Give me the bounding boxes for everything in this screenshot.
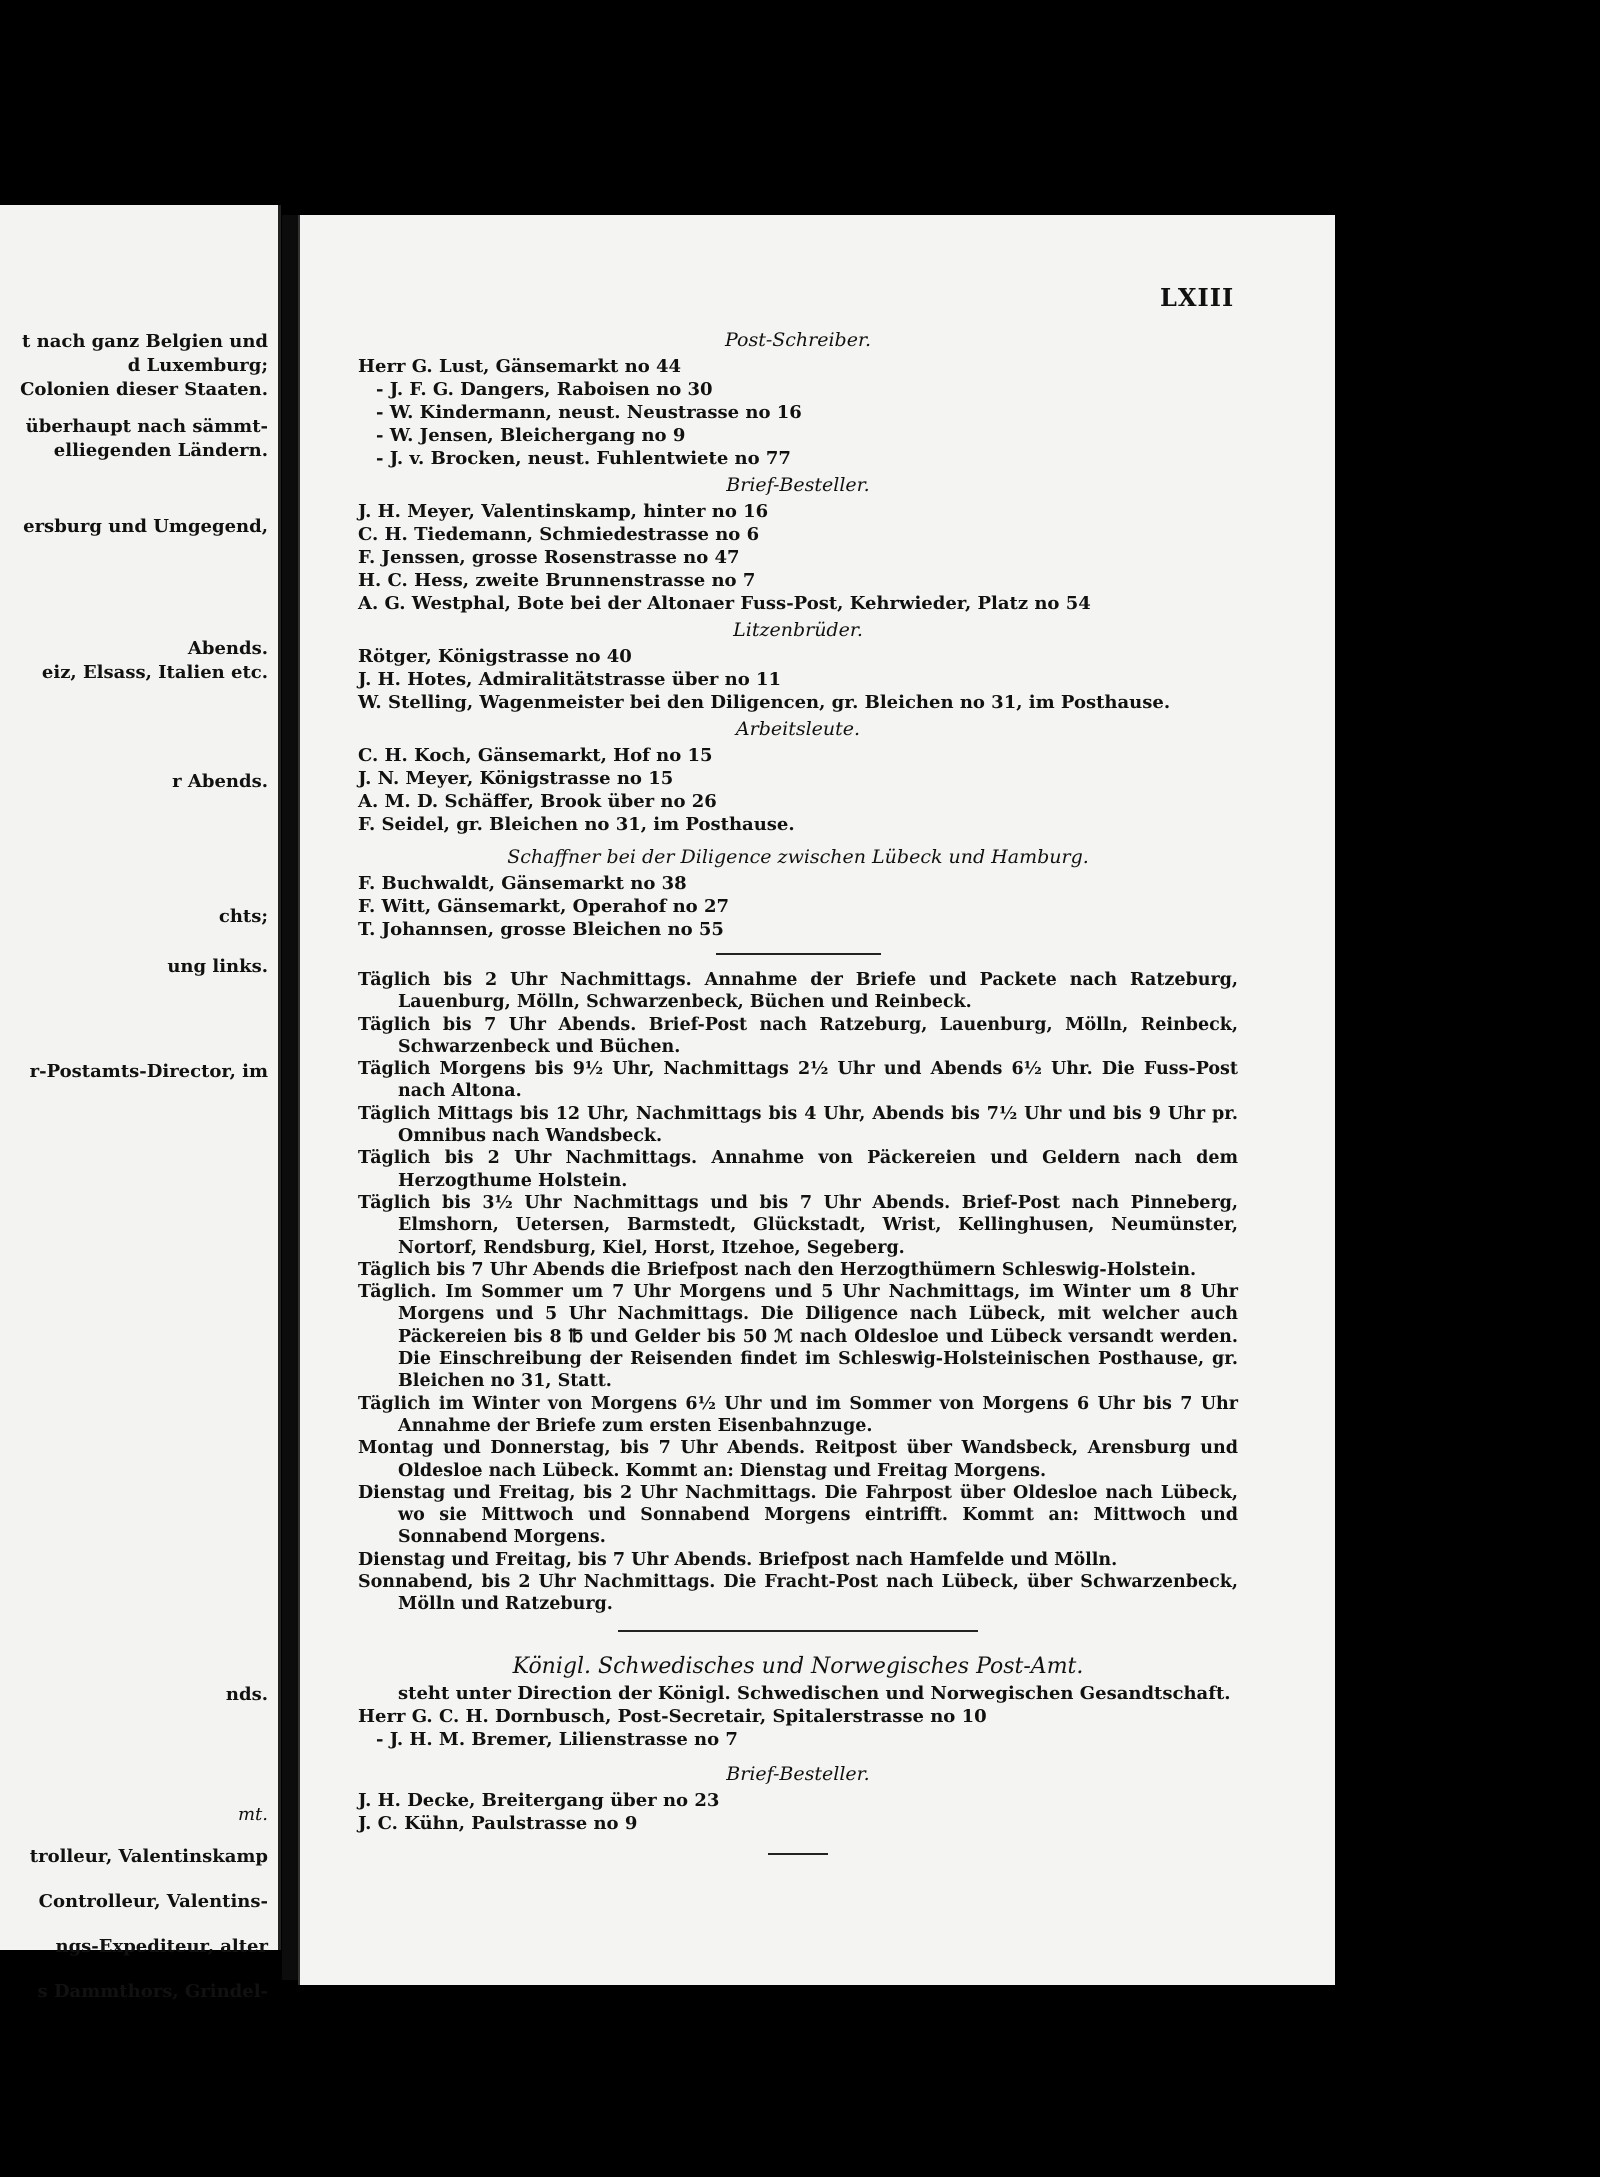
right-page: [300, 215, 1335, 1985]
staff-entry: F. Seidel, gr. Bleichen no 31, im Posthause.: [358, 814, 795, 835]
book-gutter: [282, 215, 300, 1980]
section-heading: Post-Schreiber.: [725, 329, 871, 351]
left-page-line: r-Postamts-Director, im: [29, 1061, 268, 1082]
section-heading: Brief-Besteller.: [726, 1762, 870, 1785]
staff-entry: - J. F. G. Dangers, Raboisen no 30: [376, 379, 713, 400]
left-page-line: r Abends.: [172, 771, 268, 792]
left-page-line: t nach ganz Belgien und: [22, 331, 268, 352]
left-page-line: ersburg und Umgegend,: [23, 516, 268, 537]
section-divider: [716, 953, 881, 955]
staff-entry: J. H. Meyer, Valentinskamp, hinter no 16: [358, 501, 769, 522]
left-page-line: trolleur, Valentinskamp: [29, 1846, 268, 1867]
section-heading: Königl. Schwedisches und Norwegisches Post-Amt.: [512, 1653, 1084, 1679]
left-page-line: überhaupt nach sämmt-: [25, 416, 268, 437]
page-number: LXIII: [1160, 283, 1235, 312]
left-page: [0, 205, 281, 2002]
staff-entry: C. H. Tiedemann, Schmiedestrasse no 6: [358, 524, 760, 545]
staff-entry: - W. Jensen, Bleichergang no 9: [376, 425, 686, 446]
page-content: [358, 325, 1238, 1869]
left-page-line: Abends.: [187, 638, 268, 659]
left-page-line: chts;: [218, 906, 268, 927]
schedule-item: Täglich Mittags bis 12 Uhr, Nachmittags bis 4 Uhr, Abends bis 7½ Uhr und bis 9 Uhr pr. Omnibus nach Wandsbeck.: [358, 1103, 1238, 1147]
left-page-line: Controlleur, Valentins-: [38, 1891, 268, 1912]
left-page-line: ngs-Expediteur, alter: [55, 1936, 268, 1957]
staff-entry: Herr G. C. H. Dornbusch, Post-Secretair, Spitalerstrasse no 10: [358, 1705, 987, 1727]
staff-entry: H. C. Hess, zweite Brunnenstrasse no 7: [358, 570, 756, 591]
staff-entry: F. Witt, Gänsemarkt, Operahof no 27: [358, 896, 729, 917]
left-page-line: mt.: [237, 1804, 268, 1825]
left-page-line: s Dammthors, Grindel-: [37, 1981, 268, 2002]
staff-entry: A. G. Westphal, Bote bei der Altonaer Fuss-Post, Kehrwieder, Platz no 54: [358, 593, 1091, 614]
section-heading: Litzenbrüder.: [733, 619, 863, 641]
staff-entry: - J. v. Brocken, neust. Fuhlentwiete no 77: [376, 448, 791, 469]
staff-entry: A. M. D. Schäffer, Brook über no 26: [358, 791, 717, 812]
section-heading: Schaffner bei der Diligence zwischen Lübeck und Hamburg.: [507, 846, 1089, 868]
staff-entry: Rötger, Königstrasse no 40: [358, 646, 632, 667]
staff-entry: J. C. Kühn, Paulstrasse no 9: [358, 1812, 638, 1834]
left-page-line: ung links.: [167, 956, 268, 977]
staff-entry: Herr G. Lust, Gänsemarkt no 44: [358, 356, 682, 377]
left-page-line: Colonien dieser Staaten.: [20, 379, 268, 400]
staff-entry: J. N. Meyer, Königstrasse no 15: [358, 768, 674, 789]
staff-entry: - J. H. M. Bremer, Lilienstrasse no 7: [376, 1728, 738, 1750]
schedule-item: Dienstag und Freitag, bis 2 Uhr Nachmittags. Die Fahrpost über Oldesloe nach Lübeck, wo sie Mittwoch und Sonnabend Morgens eintrifft. Kommt an: Mittwoch und Sonnabend Morgens.: [358, 1482, 1238, 1548]
staff-entry: T. Johannsen, grosse Bleichen no 55: [358, 919, 724, 940]
staff-entry: steht unter Direction der Königl. Schwedischen und Norwegischen Gesandtschaft.: [398, 1682, 1231, 1704]
staff-entry: J. H. Hotes, Admiralitätstrasse über no 11: [358, 669, 782, 690]
left-page-line: eiz, Elsass, Italien etc.: [41, 662, 268, 683]
section-heading: Arbeitsleute.: [735, 718, 861, 740]
schedule-item: Dienstag und Freitag, bis 7 Uhr Abends. Briefpost nach Hamfelde und Mölln.: [358, 1549, 1118, 1570]
staff-entry: J. H. Decke, Breitergang über no 23: [358, 1789, 720, 1811]
schedule-item: Täglich Morgens bis 9½ Uhr, Nachmittags 2½ Uhr und Abends 6½ Uhr. Die Fuss-Post nach Altona.: [358, 1059, 1238, 1102]
staff-entry: F. Buchwaldt, Gänsemarkt no 38: [358, 873, 687, 894]
staff-entry: C. H. Koch, Gänsemarkt, Hof no 15: [358, 745, 713, 766]
section-divider: [618, 1630, 978, 1632]
schedule-item: Täglich bis 2 Uhr Nachmittags. Annahme von Päckereien und Geldern nach dem Herzogthume Holstein.: [358, 1148, 1238, 1191]
left-page-line: elliegenden Ländern.: [53, 440, 268, 461]
schedule-item: Täglich. Im Sommer um 7 Uhr Morgens und 5 Uhr Nachmittags, im Winter um 8 Uhr Morgens und 5 Uhr Nachmittags. Die Diligence nach Lübeck, mit welcher auch Päckereien bis 8 ℔ und Gelder bis 50 ℳ nach Oldesloe und Lübeck versandt werden. Die Einschreibung der Reisenden findet im Schleswig-Holsteinischen Posthause, gr. Bleichen no 31, Statt.: [358, 1282, 1238, 1392]
left-page-line: nds.: [225, 1684, 268, 1705]
left-page-line: d Luxemburg;: [127, 355, 268, 376]
schedule-item: Täglich bis 2 Uhr Nachmittags. Annahme der Briefe und Packete nach Ratzeburg, Lauenburg, Mölln, Schwarzenbeck, Büchen und Reinbeck.: [358, 970, 1238, 1013]
end-divider: [768, 1853, 828, 1855]
staff-entry: F. Jenssen, grosse Rosenstrasse no 47: [358, 547, 740, 568]
schedule-item: Täglich bis 3½ Uhr Nachmittags und bis 7 Uhr Abends. Brief-Post nach Pinneberg, Elmshorn, Uetersen, Barmstedt, Glückstadt, Wrist, Kellinghusen, Neumünster, Nortorf, Rendsburg, Kiel, Horst, Itzehoe, Segeberg.: [358, 1192, 1238, 1258]
schedule-item: Täglich bis 7 Uhr Abends die Briefpost nach den Herzogthümern Schleswig-Holstein.: [358, 1259, 1197, 1280]
schedule-item: Montag und Donnerstag, bis 7 Uhr Abends. Reitpost über Wandsbeck, Arensburg und Oldesloe nach Lübeck. Kommt an: Dienstag und Freitag Morgens.: [358, 1438, 1238, 1481]
schedule-item: Sonnabend, bis 2 Uhr Nachmittags. Die Fracht-Post nach Lübeck, über Schwarzenbeck, Mölln und Ratzeburg.: [358, 1572, 1238, 1615]
schedule-item: Täglich bis 7 Uhr Abends. Brief-Post nach Ratzeburg, Lauenburg, Mölln, Reinbeck, Schwarzenbeck und Büchen.: [358, 1014, 1238, 1057]
schedule-item: Täglich im Winter von Morgens 6½ Uhr und im Sommer von Morgens 6 Uhr bis 7 Uhr Annahme der Briefe zum ersten Eisenbahnzuge.: [358, 1393, 1238, 1436]
staff-entry: - W. Kindermann, neust. Neustrasse no 16: [376, 402, 802, 423]
staff-entry: W. Stelling, Wagenmeister bei den Diligencen, gr. Bleichen no 31, im Posthause.: [358, 692, 1171, 713]
section-heading: Brief-Besteller.: [726, 474, 870, 496]
